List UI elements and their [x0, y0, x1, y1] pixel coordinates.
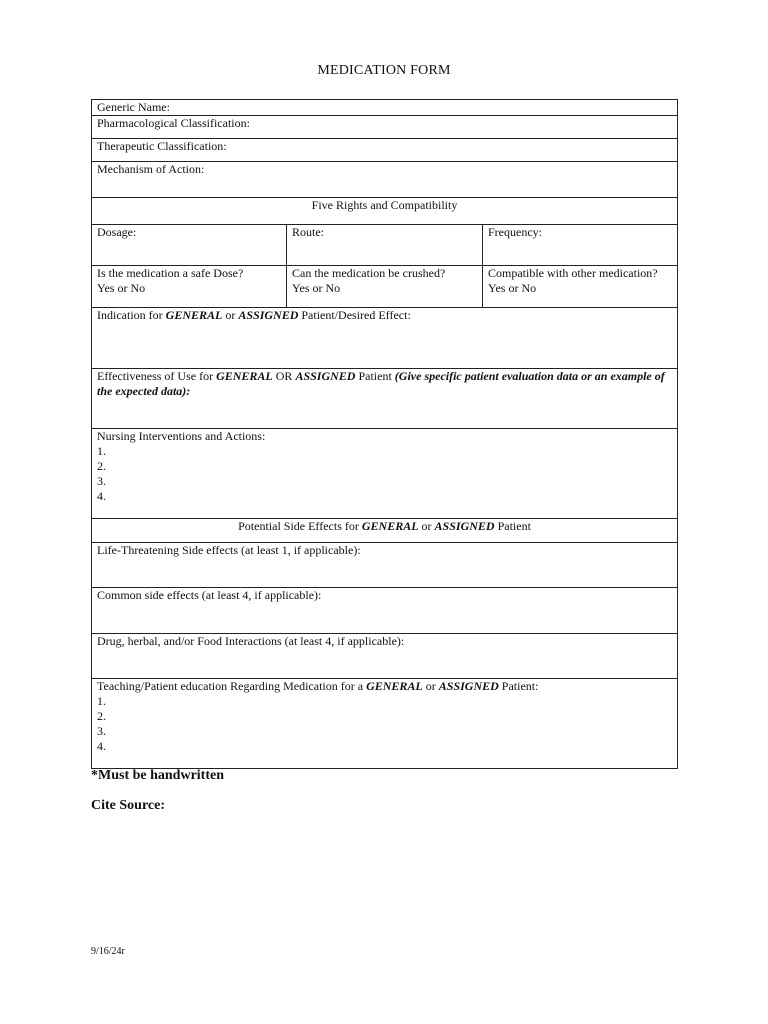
effectiveness-label: Effectiveness of Use for GENERAL OR ASSIGNED Patient (Give specific patient evaluation data or an example of the expected data): — [97, 369, 665, 398]
pharmacological-classification-field[interactable] — [92, 116, 678, 139]
teaching-item-1: 1. — [97, 694, 106, 708]
common-side-effects-field[interactable] — [92, 588, 678, 634]
safe-dose-field[interactable] — [92, 266, 287, 308]
life-threatening-field[interactable] — [92, 543, 678, 588]
effectiveness-field[interactable] — [92, 369, 678, 429]
safe-dose-question: Is the medication a safe Dose? — [97, 266, 244, 280]
teaching-item-4: 4. — [97, 739, 106, 753]
nursing-interventions-field[interactable] — [92, 429, 678, 519]
five-rights-header-label: Five Rights and Compatibility — [311, 198, 458, 212]
therapeutic-classification-label: Therapeutic Classification: — [97, 139, 227, 153]
mechanism-of-action-field[interactable] — [92, 162, 678, 198]
medication-form-table — [91, 99, 678, 769]
crushed-field[interactable] — [287, 266, 483, 308]
nursing-item-3: 3. — [97, 474, 106, 488]
therapeutic-classification-field[interactable] — [92, 139, 678, 162]
form-title: MEDICATION FORM — [317, 63, 451, 78]
handwritten-note: *Must be handwritten — [91, 768, 225, 783]
frequency-label: Frequency: — [488, 225, 542, 239]
life-threatening-label: Life-Threatening Side effects (at least 1, if applicable): — [97, 543, 361, 557]
interactions-label: Drug, herbal, and/or Food Interactions (at least 4, if applicable): — [97, 634, 405, 648]
compatible-yes-no: Yes or No — [488, 281, 537, 295]
indication-field[interactable] — [92, 308, 678, 369]
interactions-field[interactable] — [92, 634, 678, 679]
route-label: Route: — [292, 225, 324, 239]
nursing-item-1: 1. — [97, 444, 106, 458]
nursing-interventions-label: Nursing Interventions and Actions: — [97, 429, 266, 443]
dosage-field[interactable] — [92, 225, 287, 266]
teaching-label: Teaching/Patient education Regarding Medication for a GENERAL or ASSIGNED Patient: — [97, 679, 539, 693]
nursing-item-4: 4. — [97, 489, 106, 503]
mechanism-of-action-label: Mechanism of Action: — [97, 162, 205, 176]
generic-name-field[interactable] — [92, 100, 678, 116]
side-effects-header-label: Potential Side Effects for GENERAL or ASSIGNED Patient — [238, 519, 531, 533]
pharmacological-classification-label: Pharmacological Classification: — [97, 116, 250, 130]
cite-source-label: Cite Source: — [91, 798, 165, 813]
safe-dose-yes-no: Yes or No — [97, 281, 146, 295]
teaching-field[interactable] — [92, 679, 678, 769]
frequency-field[interactable] — [483, 225, 678, 266]
teaching-item-2: 2. — [97, 709, 106, 723]
crushed-question: Can the medication be crushed? — [292, 266, 446, 280]
compatible-field[interactable] — [483, 266, 678, 308]
dosage-label: Dosage: — [97, 225, 137, 239]
route-field[interactable] — [287, 225, 483, 266]
indication-label: Indication for GENERAL or ASSIGNED Patient/Desired Effect: — [97, 308, 411, 322]
side-effects-header — [92, 519, 678, 543]
crushed-yes-no: Yes or No — [292, 281, 341, 295]
generic-name-label: Generic Name: — [97, 100, 170, 114]
compatible-question: Compatible with other medication? — [488, 266, 658, 280]
five-rights-header — [92, 198, 678, 225]
common-side-effects-label: Common side effects (at least 4, if applicable): — [97, 588, 322, 602]
revision-date: 9/16/24r — [91, 946, 125, 957]
teaching-item-3: 3. — [97, 724, 106, 738]
nursing-item-2: 2. — [97, 459, 106, 473]
